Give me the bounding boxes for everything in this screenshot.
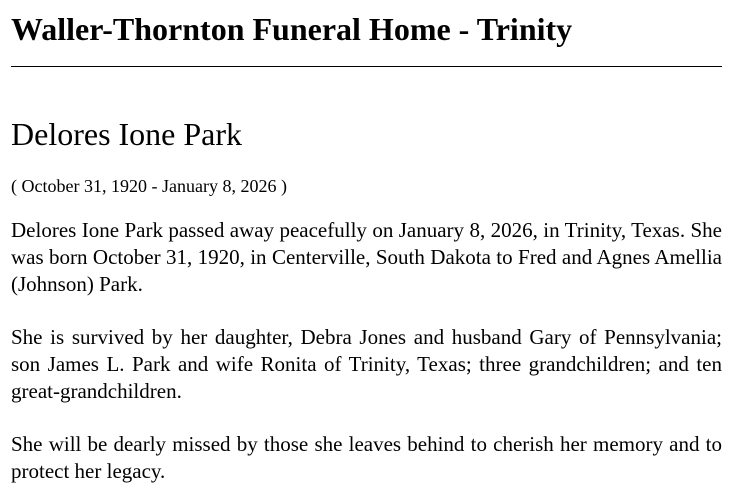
obituary-body xyxy=(11,217,722,485)
obituary-paragraph-3: She will be dearly missed by those she leaves behind to cherish her memory and to protect her legacy. xyxy=(11,432,722,483)
obituary-paragraph-2: She is survived by her daughter, Debra Jones and husband Gary of Pennsylvania; son James L. Park and wife Ronita of Trinity, Texas; three grandchildren; and ten great-grandchildren. xyxy=(11,325,722,403)
obituary-dates: ( October 31, 1920 - January 8, 2026 ) xyxy=(11,176,287,196)
site-title: Waller-Thornton Funeral Home - Trinity xyxy=(11,11,573,47)
obituary-name: Delores Ione Park xyxy=(11,116,243,152)
obituary-paragraph-1: Delores Ione Park passed away peacefully on January 8, 2026, in Trinity, Texas. She was born October 31, 1920, in Centerville, South Dakota to Fred and Agnes Amellia (Johnson) Park. xyxy=(11,218,722,296)
title-divider xyxy=(11,66,722,67)
